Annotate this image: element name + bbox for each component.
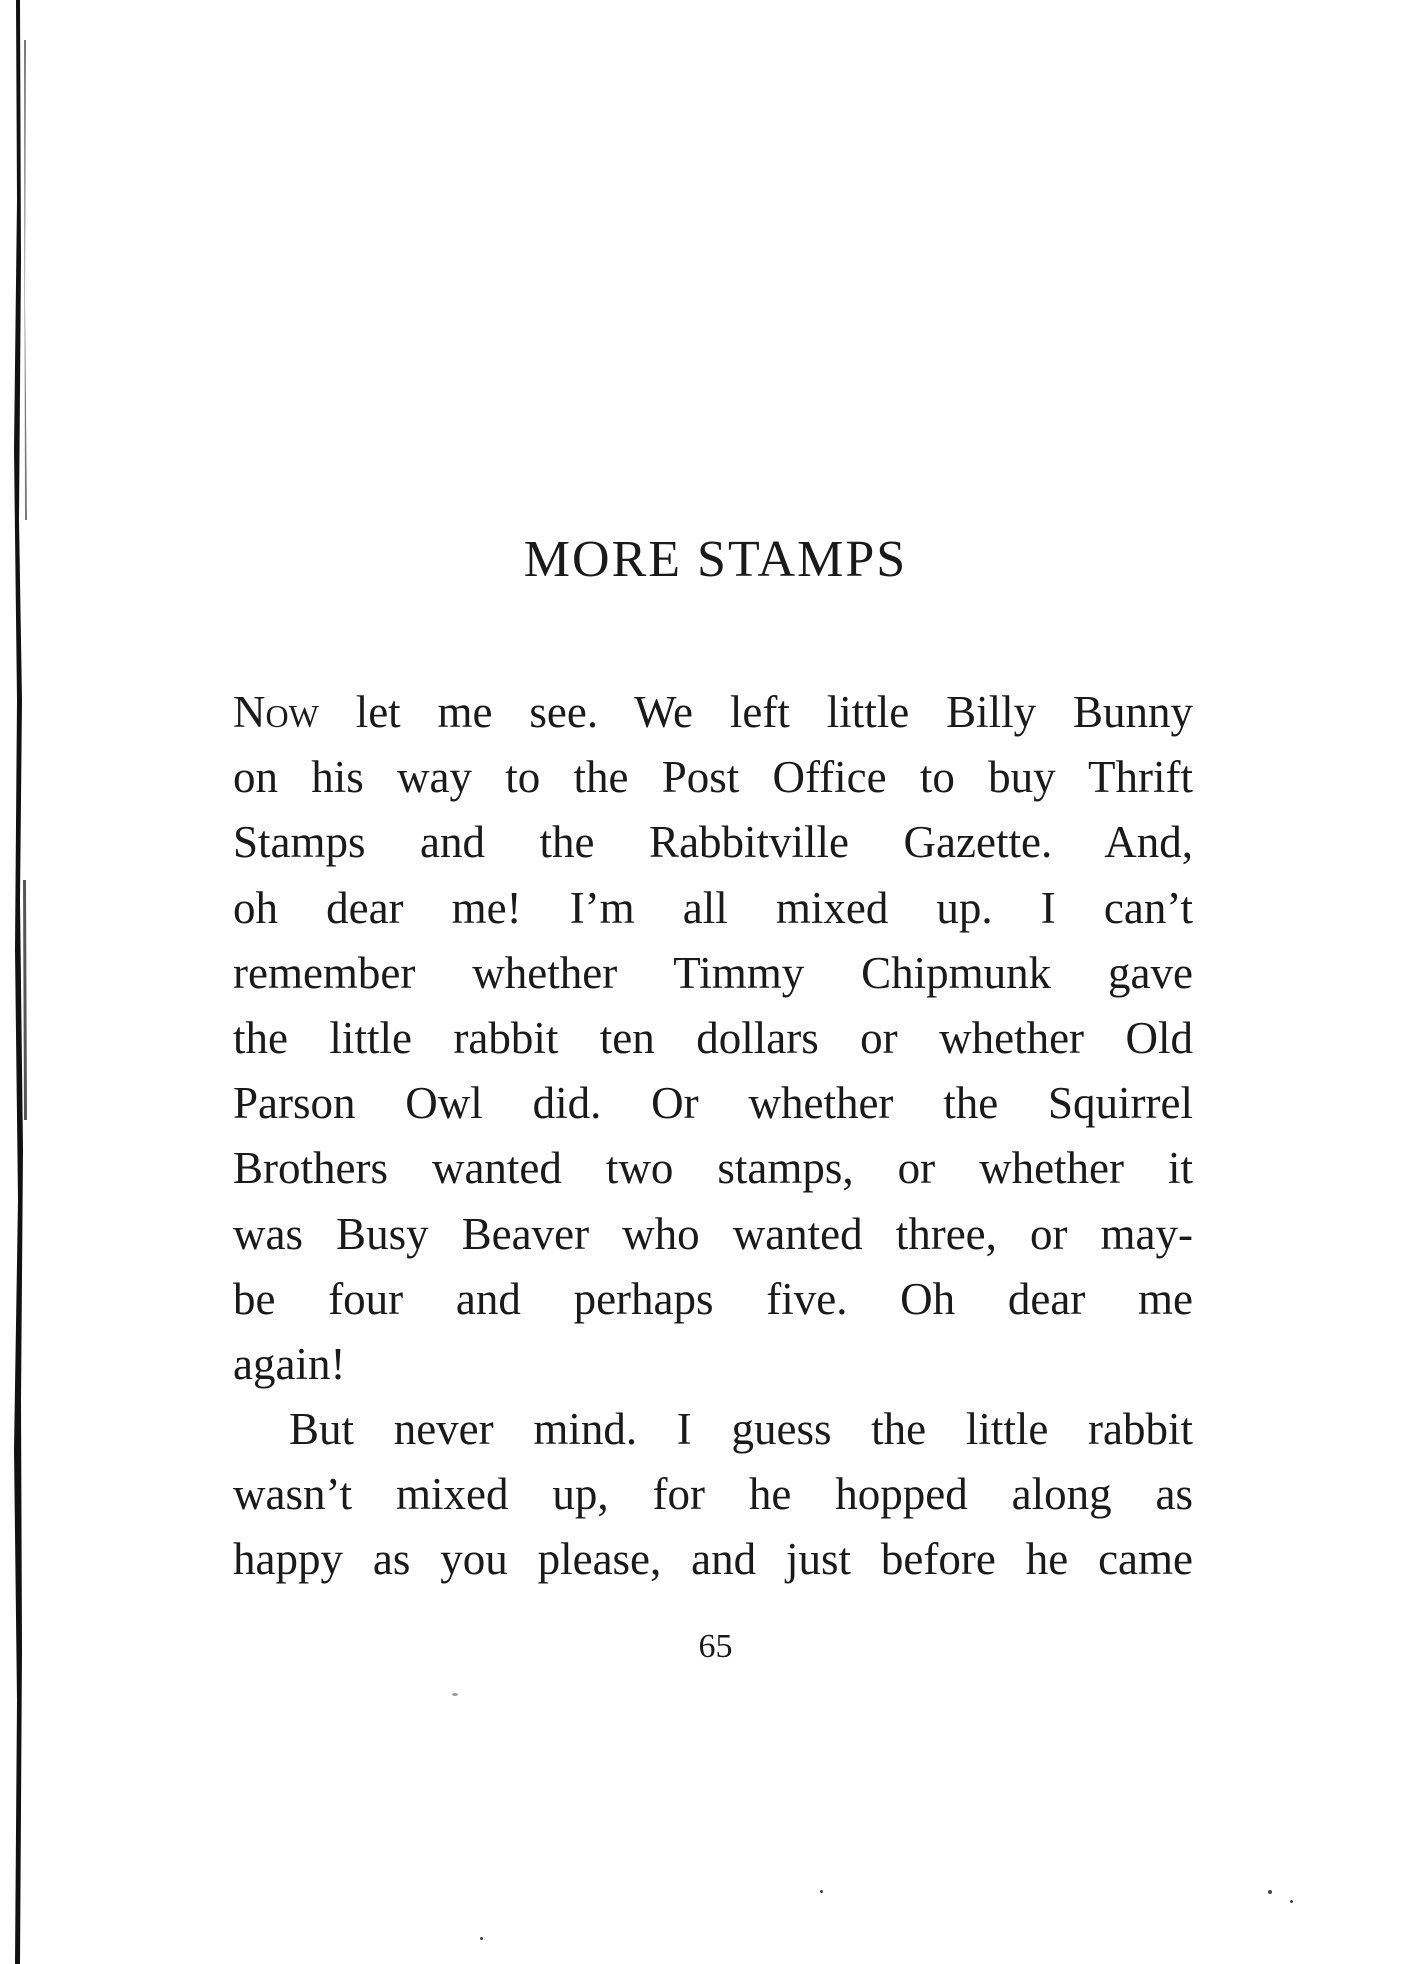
text-line [233,680,1193,745]
text-line: the little rabbit ten dollars or whether Old [233,1012,1193,1063]
scanned-page-edge [10,0,32,1964]
text-line: But never mind. I guess the little rabbit [289,1404,1193,1455]
text-line: Brothers wanted two stamps, or whether it [233,1143,1193,1194]
text-line: was Busy Beaver who wanted three, or may- [233,1208,1193,1259]
text-line: remember whether Timmy Chipmunk gave [233,947,1193,998]
text-line: happy as you please, and just before he came [233,1534,1193,1585]
text-line: Stamps and the Rabbitville Gazette. And, [233,817,1193,868]
page-number: 65 [698,1628,733,1665]
text-line: oh dear me! I’m all mixed up. I can’t [233,882,1193,933]
text-line-content: let me see. We left little Billy Bunny [318,687,1193,737]
chapter-title: MORE STAMPS [523,531,908,588]
drop-word: Now [233,687,319,737]
text-line: on his way to the Post Office to buy Thrift [233,752,1193,803]
paragraph-1 [233,680,1193,1397]
paragraph-2 [233,1397,1193,1593]
text-line: wasn’t mixed up, for he hopped along as [233,1469,1193,1520]
text-line: again! [233,1338,346,1389]
body-text [233,680,1193,1593]
text-line: Parson Owl did. Or whether the Squirrel [233,1078,1193,1129]
text-line: be four and perhaps five. Oh dear me [233,1273,1193,1324]
